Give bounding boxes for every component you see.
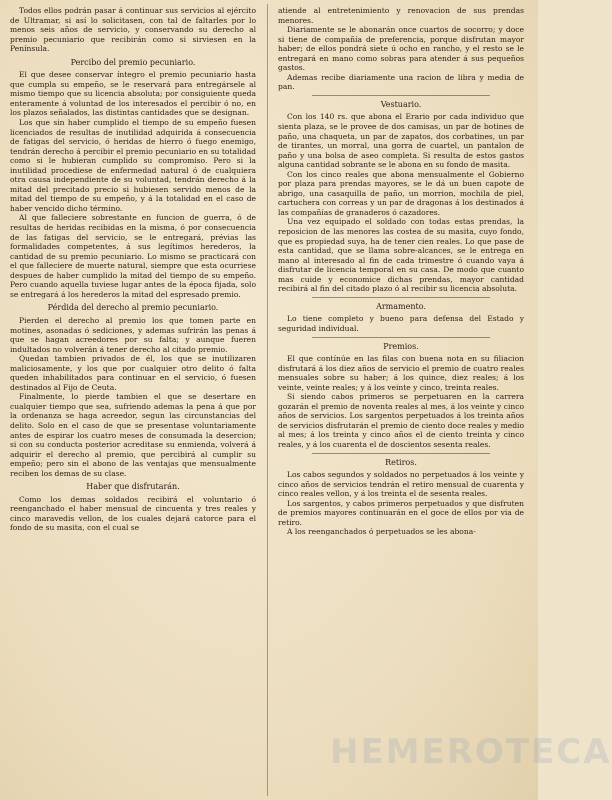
section-heading: Vestuario. xyxy=(380,99,422,109)
paragraph: Como los demas soldados recibirá el voluntario ó reenganchado el haber mensual de cincuenta y tres reales y cinco maravedis vellon, de los cuales dejará catorce para el fondo de su masita, con el cual se xyxy=(10,494,256,533)
watermark-logo: HEMEROTECA xyxy=(330,732,612,772)
paragraph: Quedan tambien privados de él, los que se inutilizaren maliciosamente, y los que por cualquier otro delito ó falta queden inhabilitados para continuar en el servicio, ó fuesen destinados al Fijo de Ceuta. xyxy=(10,354,256,392)
paragraph: Al que falleciere sobrestante en funcion de guerra, ó de resultas de heridas recibidas en la misma, ó por consecuencia de las fatigas del servicio, se le entregará, prévias las formalidades competentes, á sus legítimos herederos, la cantidad de su premio pecuniario. Lo mismo se practicará con el que falleciere de muerte natural, siempre que esta ocurriese despues de haber cumplido la mitad del tiempo de su empeño. Pero cuando aquella tuviese lugar antes de la época fijada, solo se entregará á los herederos la mitad del espresado premio. xyxy=(10,213,256,299)
paragraph: Los cabos segundos y soldados no perpetuados á los veinte y cinco años de servicios tendrán el retiro mensual de cuarenta y cinco reales vellon, y á los treinta el de sesenta reales. xyxy=(278,470,524,499)
section-heading: Premios. xyxy=(383,341,419,351)
paragraph: Lo tiene completo y bueno para defensa del Estado y seguridad individual. xyxy=(278,314,524,333)
paragraph: Finalmente, lo pierde tambien el que se desertare en cualquier tiempo que sea, sufriendo ademas la pena á que por la ordenanza se haga acreedor, segun las circunstancias del delito. Solo en el caso de que se presentase voluntariamente antes de espirar los cuatro meses de consumada la desercion; si con su conducta posterior acreditase su enmienda, volverá á adquirir el derecho al premio, que percibirá al cumplir su empeño; pero sin el abono de las ventajas que mensualmente reciben los demas de su clase. xyxy=(10,392,256,478)
section-rule xyxy=(312,337,490,338)
section-heading: Armamento. xyxy=(376,301,426,311)
section-heading: Haber que disfrutarán. xyxy=(86,482,180,492)
paragraph: Si siendo cabos primeros se perpetuaren en la carrera gozarán el premio de noventa reales al mes, á los veinte y cinco años de servicios. Los sargentos perpetuados á los treinta años de servicios disfrutarán el premio de ciento doce reales y medio al mes; á los treinta y cinco años el de ciento treinta y cinco reales, y á los cuarenta el de doscientos sesenta reales. xyxy=(278,392,524,449)
paragraph: A los reenganchados ó perpetuados se les abona- xyxy=(287,527,476,537)
section-heading: Percibo del premio pecuniario. xyxy=(70,57,196,67)
section-rule xyxy=(312,297,490,298)
section-rule xyxy=(312,95,490,96)
section-rule xyxy=(312,453,490,454)
paragraph: Pierden el derecho al premio los que tomen parte en motines, asonadas ó sediciones, y ademas sufrirán las penas á que se hagan acreedores por su falta; y aunque fueren indultados no volverán á tener derecho al citado premio. xyxy=(10,315,256,354)
paragraph: Diariamente se le abonarán once cuartos de socorro; y doce si tiene de compañía de preferencia, porque disfrutan mayor haber; de ellos pondrá siete ú ocho en rancho, y el resto se le entregará en mano como sobras para atender á sus pequeños gastos. xyxy=(278,25,524,73)
paragraph: Una vez equipado el soldado con todas estas prendas, la reposicion de las menores las costea de su masita, cuyo fondo, que es propiedad suya, ha de tener cien reales. Lo que pase de esta cantidad, que se llama sobre-alcances, se le entrega en mano al interesado al fin de cada trimestre ó cuando vaya á disfrutar de licencia temporal en su casa. De modo que cuanto mas cuide y economice dichas prendas, mayor cantidad recibirá al fin del citado plazo ó al recibir su licencia absoluta. xyxy=(278,217,524,294)
paragraph: Con los 140 rs. que abona el Erario por cada individuo que sienta plaza, se le provee de dos camisas, un par de botines de paño, una chaqueta, un par de zapatos, dos corbatines, un par de tirantes, un morral, una gorra de cuartel, un pantalon de paño y una bolsa de aseo completa. Si resulta de estos gastos alguna cantidad sobrante se le abona en su fondo de masita. xyxy=(278,112,524,170)
paragraph: El que desee conservar íntegro el premio pecuniario hasta que cumpla su empeño, se le reservará para entregársele al mismo tiempo que su licencia absoluta; por consiguiente queda enteramente á voluntad de los interesados el percibir ó no, en los plazos señalados, las distintas cantidades que se designan. xyxy=(10,70,256,118)
section-heading: Retiros. xyxy=(385,457,417,467)
paragraph: El que contínúe en las filas con buena nota en su filiacion disfrutará á los diez años de servicio el premio de cuatro reales mensuales sobre su haber; á los quince, diez reales; á los veinte, veinte reales; y á los veinte y cinco, treinta reales. xyxy=(278,354,524,392)
left-column xyxy=(10,6,256,533)
paragraph: Todos ellos podrán pasar á continuar sus servicios al ejército de Ultramar, si así lo solicitasen, con tal de faltarles por lo menos seis años de servicio, y conservando su derecho al premio pecuniario que recibirán como si sirviesen en la Península. xyxy=(10,6,256,54)
paragraph: atiende al entretenimiento y renovacion de sus prendas menores. xyxy=(278,6,524,25)
paragraph: Ademas recibe diariamente una racion de libra y media de pan. xyxy=(278,72,524,92)
column-divider xyxy=(267,4,268,796)
paragraph: Los sargentos, y cabos primeros perpetuados y que disfruten de premios mayores continuarán en el goce de ellos por via de retiro. xyxy=(278,498,524,527)
right-column xyxy=(278,6,524,537)
section-heading: Pérdida del derecho al premio pecuniario. xyxy=(47,303,219,313)
paragraph: Los que sin haber cumplido el tiempo de su empeño fuesen licenciados de resultas de inutilidad adquirida á consecuencia de fatigas del servicio, ó heridas de hierro ó fuego enemigo, tendrán derecho á percibir el premio pecuniario en su totalidad como si le hubieran cumplido su compromiso. Pero si la inutilidad procediese de enfermedad natural ó de cualquiera otra causa independiente de su voluntad, tendrán derecho á la mitad del precitado precio si hubiesen servido menos de la mitad del tiempo de su empeño, y á la totalidad en el caso de haber vencido dicho término. xyxy=(10,118,256,213)
paragraph: Con los cinco reales que abona mensualmente el Gobierno por plaza para prendas mayores, se le dá un buen capote de abrigo, una casaquilla de paño, un morrion, mochila de piel, cartuchera con correas y un par de dragonas á los destinados á las compañías de granaderos ó cazadores. xyxy=(278,169,524,217)
